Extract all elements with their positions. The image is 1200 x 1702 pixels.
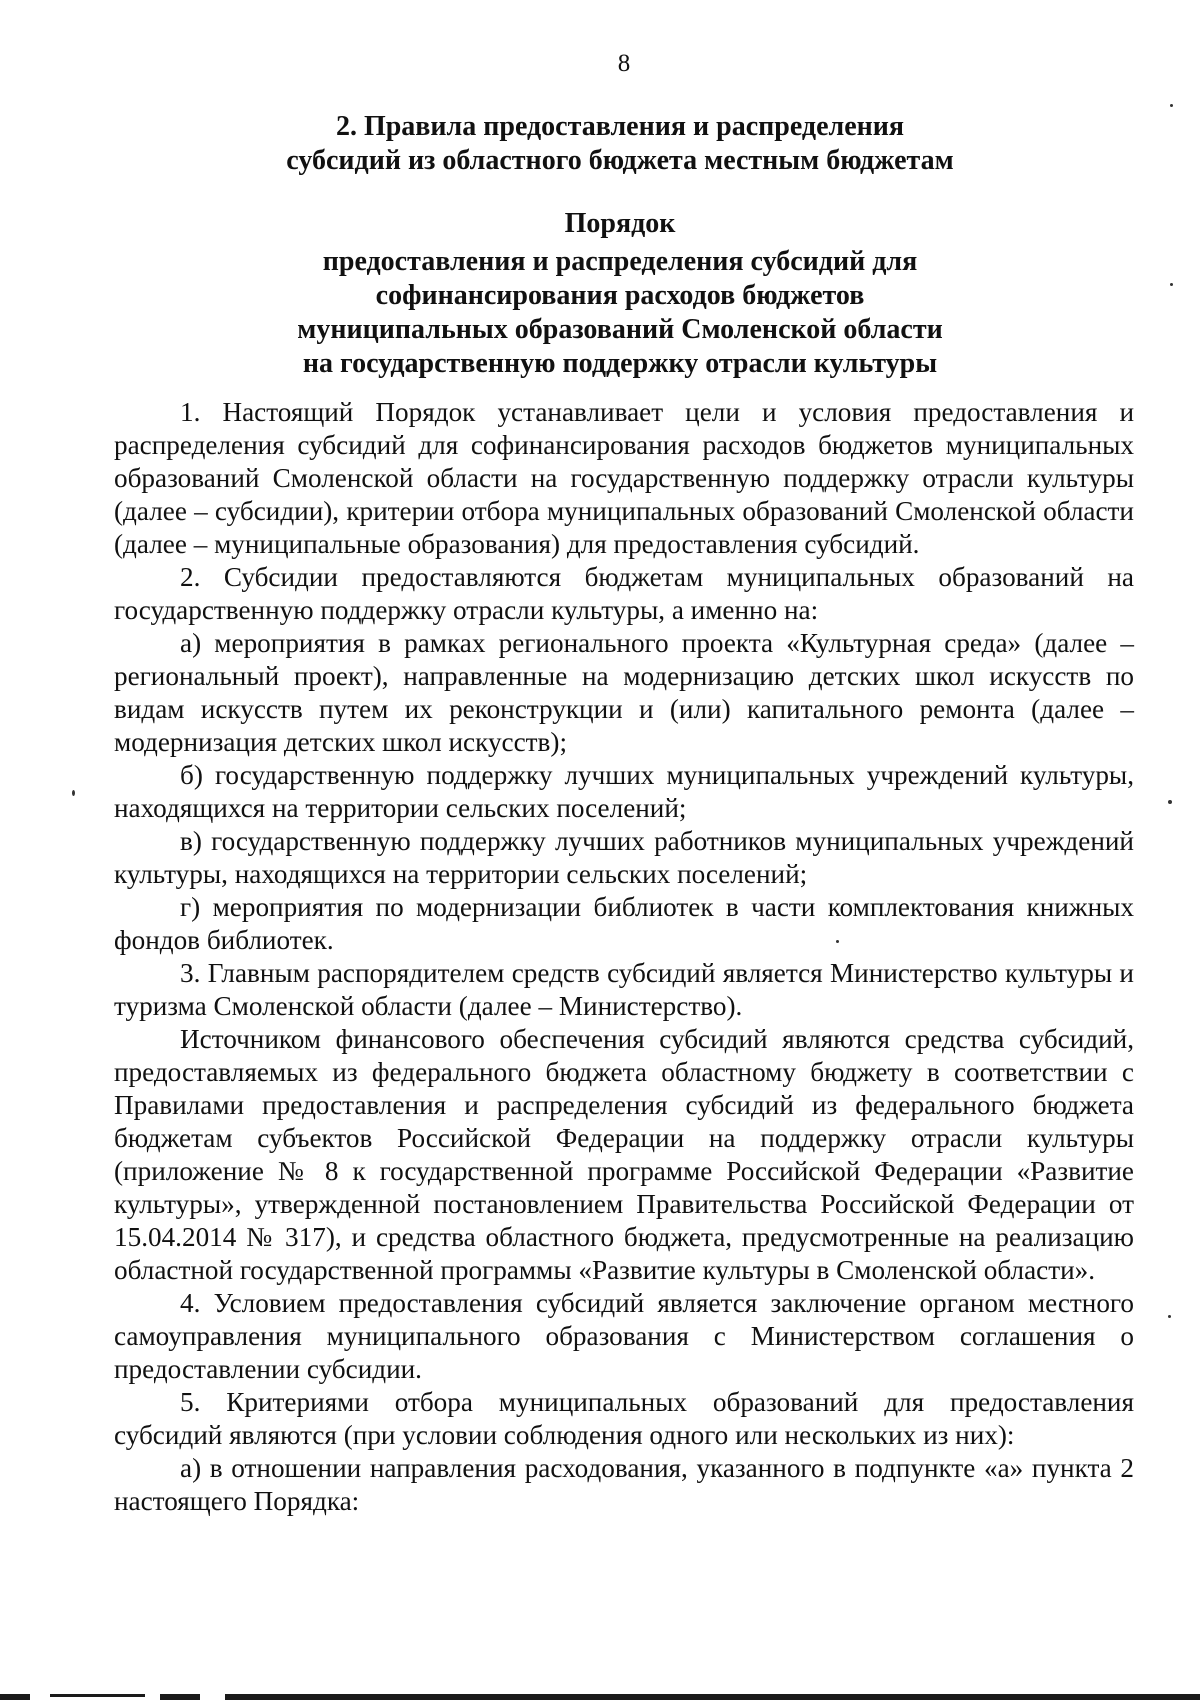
paragraph-5: 5. Критериями отбора муниципальных образований для предоставления субсидий являются (при условии соблюдения одного или нескольких из них):	[114, 1387, 1134, 1450]
paragraph-1: 1. Настоящий Порядок устанавливает цели и условия предоставления и распределения субсидий для софинансирования расходов бюджетов муниципальных образований Смоленской области на государственную поддержку отрасли культуры (далее – субсидии), критерии отбора муниципальных образований Смоленской области (далее – муниципальные образования) для предоставления субсидий.	[114, 397, 1134, 559]
section-title	[100, 110, 1140, 178]
paragraph-2b: б) государственную поддержку лучших муниципальных учреждений культуры, находящихся на территории сельских поселений;	[114, 760, 1134, 823]
paragraph-2g: г) мероприятия по модернизации библиотек в части комплектования книжных фондов библиотек.	[114, 892, 1134, 955]
section-title-line: 2. Правила предоставления и распределения	[335, 111, 905, 142]
order-title-line: на государственную поддержку отрасли культуры	[302, 348, 938, 379]
scan-speck	[72, 790, 75, 796]
paragraph-2v: в) государственную поддержку лучших работников муниципальных учреждений культуры, находящихся на территории сельских поселений;	[114, 826, 1134, 889]
section-title-line: субсидий из областного бюджета местным бюджетам	[286, 145, 954, 176]
order-title	[100, 207, 1140, 381]
page-number: 8	[617, 50, 631, 77]
document-body	[114, 396, 1134, 1518]
order-title-line: софинансирования расходов бюджетов	[375, 280, 865, 311]
order-title-line: Порядок	[564, 208, 676, 239]
paragraph-funding-source: Источником финансового обеспечения субсидий являются средства субсидий, предоставляемых из федерального бюджета областному бюджету в соответствии с Правилами предоставления и распределения субсидий из федерального бюджета бюджетам субъектов Российской Федерации на поддержку отрасли культуры (приложение № 8 к государственной программе Российской Федерации «Развитие культуры», утвержденной постановлением Правительства Российской Федерации от 15.04.2014 № 317), и средства областного бюджета, предусмотренные на реализацию областной государственной программы «Развитие культуры в Смоленской области».	[114, 1024, 1134, 1285]
order-title-line: муниципальных образований Смоленской области	[297, 314, 943, 345]
paragraph-3: 3. Главным распорядителем средств субсидий является Министерство культуры и туризма Смоленской области (далее – Министерство).	[114, 958, 1134, 1021]
scan-speck	[836, 940, 839, 943]
scan-speck	[1168, 1315, 1171, 1318]
paragraph-2a: а) мероприятия в рамках регионального проекта «Культурная среда» (далее – региональный проект), направленные на модернизацию детских школ искусств по видам искусств путем их реконструкции и (или) капитального ремонта (далее – модернизация детских школ искусств);	[114, 628, 1134, 757]
scan-bottom-edge	[0, 1690, 1200, 1702]
scan-speck	[1170, 104, 1173, 107]
paragraph-5a: а) в отношении направления расходования, указанного в подпункте «а» пункта 2 настоящего Порядка:	[114, 1453, 1134, 1516]
scan-speck	[1168, 800, 1172, 804]
paragraph-4: 4. Условием предоставления субсидий является заключение органом местного самоуправления муниципального образования с Министерством соглашения о предоставлении субсидии.	[114, 1288, 1134, 1384]
order-title-line: предоставления и распределения субсидий для	[322, 246, 918, 277]
paragraph-2: 2. Субсидии предоставляются бюджетам муниципальных образований на государственную поддержку отрасли культуры, а именно на:	[114, 562, 1134, 625]
scan-speck	[1170, 283, 1173, 286]
